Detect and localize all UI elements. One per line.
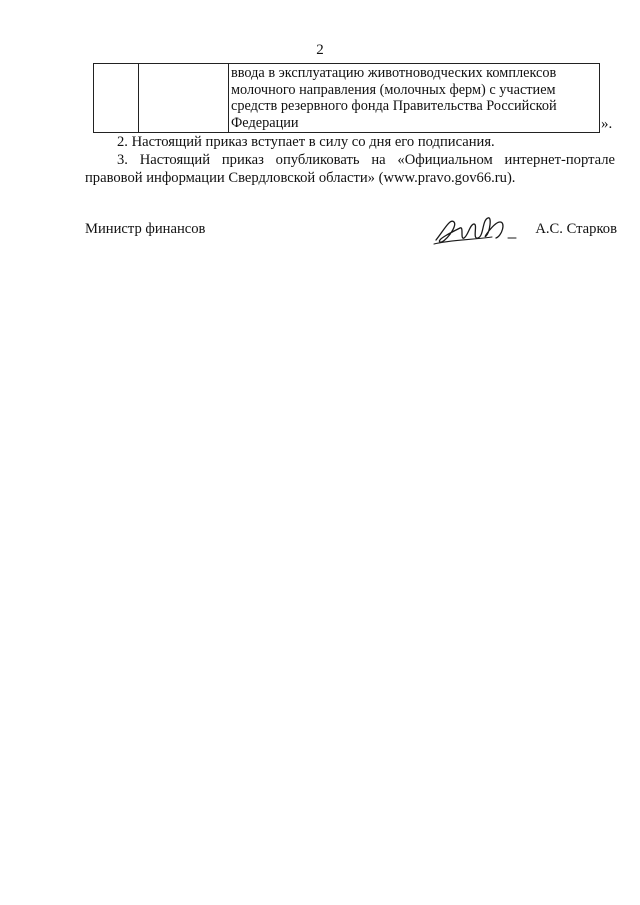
- table-cell-text: [229, 64, 600, 133]
- table-fragment: [93, 63, 600, 133]
- table-cell-empty-1: [94, 64, 139, 133]
- handwritten-signature-icon: [430, 210, 520, 252]
- signatory-title: Министр финансов: [85, 221, 206, 237]
- table-row: [94, 64, 600, 133]
- table-cell-content: ввода в эксплуатацию животноводческих комплексов молочного направления (молочных ферм) с участием средств резервного фонда Правительства Российской Федерации: [231, 65, 557, 131]
- paragraph-item-3: 3. Настоящий приказ опубликовать на «Официальном интернет-портале правовой информации Свердловской области» (www.pravo.gov66.ru).: [85, 152, 615, 186]
- page-number: 2: [316, 42, 324, 58]
- paragraph-item-2: 2. Настоящий приказ вступает в силу со дня его подписания.: [117, 134, 495, 150]
- closing-quote-mark: ».: [601, 116, 613, 132]
- table-cell-empty-2: [139, 64, 229, 133]
- signatory-name: А.С. Старков: [535, 221, 617, 237]
- signature-block: [85, 220, 617, 250]
